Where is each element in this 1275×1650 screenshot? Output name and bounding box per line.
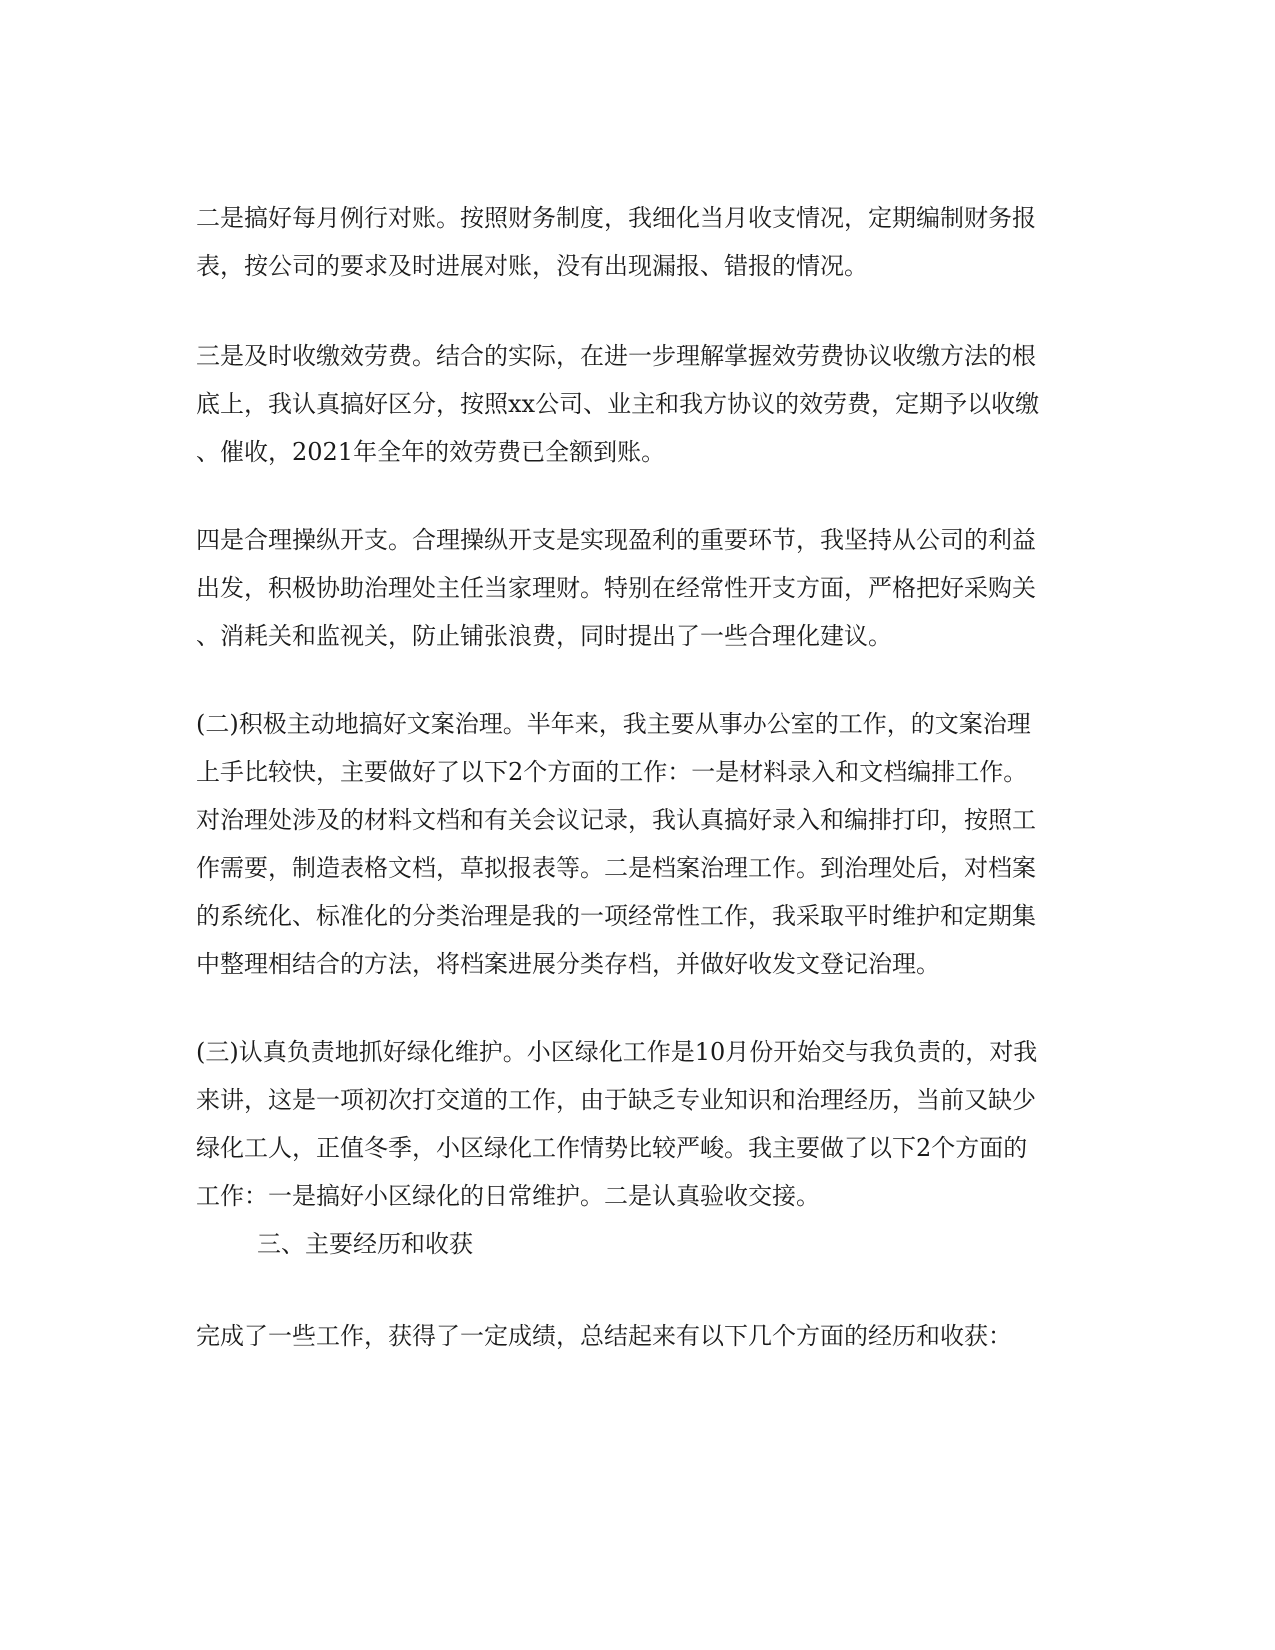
text-line: 上手比较快，主要做好了以下2个方面的工作：一是材料录入和文档编排工作。: [196, 758, 1028, 786]
text-line: 表，按公司的要求及时进展对账，没有出现漏报、错报的情况。: [196, 252, 868, 280]
text-line: 的系统化、标准化的分类治理是我的一项经常性工作，我采取平时维护和定期集: [196, 902, 1036, 930]
text-line: 作需要，制造表格文档，草拟报表等。二是档案治理工作。到治理处后，对档案: [196, 854, 1036, 882]
paragraph-service-fee-collection: [196, 332, 1076, 476]
text-line: (二)积极主动地搞好文案治理。半年来，我主要从事办公室的工作，的文案治理: [196, 710, 1031, 738]
paragraph-document-management: [196, 700, 1076, 988]
text-line: 来讲，这是一项初次打交道的工作，由于缺乏专业知识和治理经历，当前又缺少: [196, 1086, 1036, 1114]
section-heading: 三、主要经历和收获: [196, 1230, 474, 1258]
text-line: 三是及时收缴效劳费。结合的实际，在进一步理解掌握效劳费协议收缴方法的根: [196, 342, 1036, 370]
text-line: 、消耗关和监视关，防止铺张浪费，同时提出了一些合理化建议。: [196, 622, 892, 650]
paragraph-expense-control: [196, 516, 1076, 660]
text-line: 绿化工人，正值冬季，小区绿化工作情势比较严峻。我主要做了以下2个方面的: [196, 1134, 1028, 1162]
text-line: 四是合理操纵开支。合理操纵开支是实现盈利的重要环节，我坚持从公司的利益: [196, 526, 1036, 554]
paragraph-summary: [196, 1312, 1076, 1360]
text-line: 出发，积极协助治理处主任当家理财。特别在经常性开支方面，严格把好采购关: [196, 574, 1036, 602]
paragraph-monthly-reconciliation: [196, 194, 1076, 290]
text-line: 二是搞好每月例行对账。按照财务制度，我细化当月收支情况，定期编制财务报: [196, 204, 1036, 232]
text-line: 底上，我认真搞好区分，按照xx公司、业主和我方协议的效劳费，定期予以收缴: [196, 390, 1040, 418]
text-line: 完成了一些工作，获得了一定成绩，总结起来有以下几个方面的经历和收获：: [196, 1322, 1012, 1350]
text-line: 对治理处涉及的材料文档和有关会议记录，我认真搞好录入和编排打印，按照工: [196, 806, 1036, 834]
text-line: 工作：一是搞好小区绿化的日常维护。二是认真验收交接。: [196, 1182, 820, 1210]
text-line: (三)认真负责地抓好绿化维护。小区绿化工作是10月份开始交与我负责的，对我: [196, 1038, 1038, 1066]
text-line: 、催收，2021年全年的效劳费已全额到账。: [196, 438, 666, 466]
paragraph-greening-maintenance: [196, 1028, 1076, 1268]
text-line: 中整理相结合的方法，将档案进展分类存档，并做好收发文登记治理。: [196, 950, 940, 978]
